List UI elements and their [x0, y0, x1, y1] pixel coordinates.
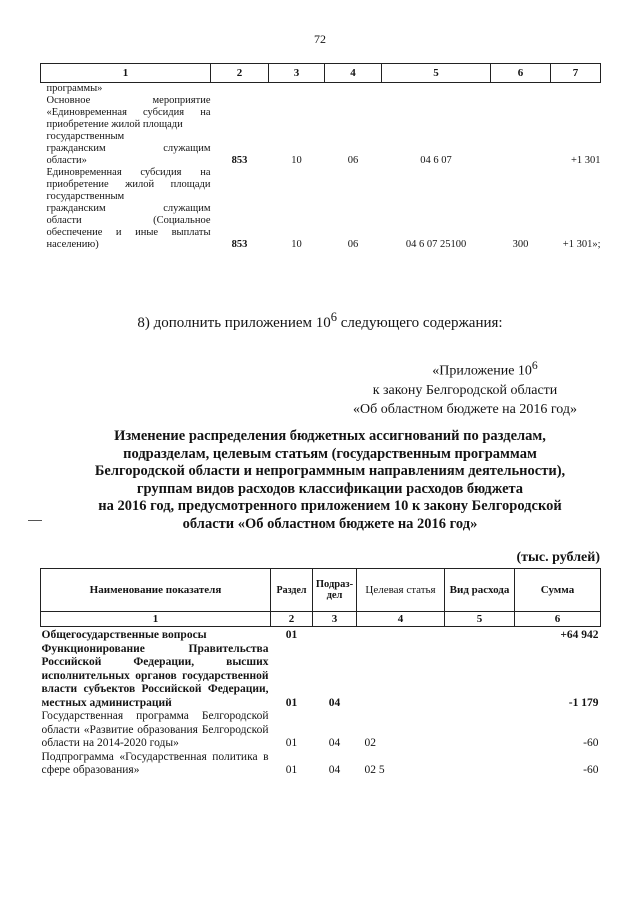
name-line: области»: [46, 155, 87, 166]
heading-line: Белгородской области и непрограммным направлениям деятельности),: [94, 463, 566, 479]
amendment-paragraph: [40, 310, 600, 332]
table-row: [41, 167, 601, 253]
header-cell: 6: [491, 64, 551, 83]
sum-cell: -1 179: [568, 696, 599, 709]
header-section: Раздел: [271, 569, 313, 612]
column-number: 3: [313, 612, 357, 627]
name-line: программы»: [46, 83, 103, 94]
continuation-table: [40, 63, 601, 253]
heading-line: подразделам, целевым статьям (государственным программам: [123, 445, 537, 462]
target-cell: 02 5: [364, 764, 385, 776]
row-name: Подпрограмма «Государственная политика в сфере образования»: [41, 750, 269, 776]
budget-table-header: [41, 569, 601, 612]
sum-cell: +64 942: [560, 629, 599, 641]
sum-cell: +1 301»;: [562, 239, 601, 250]
sum-cell: -60: [583, 737, 599, 749]
subsection-cell: 04: [328, 696, 341, 709]
section-cell: 01: [285, 629, 298, 641]
annex-title: «Приложение 10: [432, 363, 532, 379]
subsection-cell: 06: [347, 239, 359, 250]
subsection-cell: [313, 627, 357, 643]
subsection-cell: 06: [347, 155, 359, 166]
name-line: области (Социальное: [46, 215, 211, 226]
header-kind: Вид расхода: [445, 569, 515, 612]
section-cell: 01: [285, 737, 298, 749]
row-name: [41, 167, 211, 253]
kind-cell: [491, 83, 551, 168]
section-cell: 10: [291, 239, 302, 250]
kind-cell: [445, 751, 515, 778]
section-cell: 10: [291, 155, 302, 166]
target-cell: 04 6 07 25100: [405, 239, 467, 250]
document-heading: [60, 428, 600, 533]
target-cell: 04 6 07: [420, 155, 452, 166]
name-line: «Единовременная субсидия на: [46, 107, 211, 118]
budget-table: [40, 568, 601, 778]
page-number: 72: [314, 32, 326, 46]
column-number: 5: [445, 612, 515, 627]
code-cell: 853: [231, 155, 248, 166]
row-name: Общегосударственные вопросы: [41, 629, 207, 641]
name-line: гражданским служащим: [46, 203, 211, 214]
header-cell: 1: [41, 64, 211, 83]
table-row: [41, 83, 601, 168]
header-sum: Сумма: [515, 569, 601, 612]
header-subsection: Подраз-дел: [313, 569, 357, 612]
header-cell: 7: [551, 64, 601, 83]
annex-line: к закону Белгородской области: [372, 382, 558, 398]
units-label: (тыс. рублей): [516, 550, 600, 565]
sum-cell: +1 301: [570, 155, 601, 166]
header-name: Наименование показателя: [41, 569, 271, 612]
header-cell: 4: [325, 64, 382, 83]
sum-cell: -60: [583, 764, 599, 776]
code-cell: 853: [231, 239, 248, 250]
kind-cell: [445, 710, 515, 751]
heading-line: области «Об областном бюджете на 2016 год»: [182, 515, 478, 532]
column-number: 6: [515, 612, 601, 627]
name-line: приобретение жилой площади: [46, 179, 211, 190]
annex-line: «Об областном бюджете на 2016 год»: [353, 401, 577, 417]
kind-cell: 300: [512, 239, 529, 250]
name-line: государственным: [46, 191, 125, 202]
paragraph-superscript: 6: [330, 310, 337, 324]
row-name: Государственная программа Белгородской области «Развитие образования Белгородской области на 2014-2020 годы»: [41, 710, 269, 749]
table-row: [41, 627, 601, 643]
target-cell: [357, 627, 445, 643]
subsection-cell: 04: [328, 737, 341, 749]
column-number: 4: [357, 612, 445, 627]
name-line: государственным: [46, 131, 125, 142]
annex-caption: [330, 356, 600, 419]
section-cell: 01: [285, 696, 298, 709]
subsection-cell: 04: [328, 764, 341, 776]
name-line: Единовременная субсидия на: [46, 167, 211, 178]
header-cell: 5: [382, 64, 491, 83]
kind-cell: [445, 627, 515, 643]
paragraph-suffix: следующего содержания:: [337, 315, 503, 331]
kind-cell: [445, 643, 515, 711]
target-cell: 02: [364, 737, 376, 749]
header-cell: 3: [269, 64, 325, 83]
table-row: [41, 710, 601, 751]
heading-line: на 2016 год, предусмотренного приложением 10 к закону Белгородской: [98, 498, 562, 514]
row-name: Функционирование Правительства Российской Федерации, высших исполнительных органов государственной власти субъектов Российской Федерации, местных администраций: [41, 642, 269, 709]
row-name: [41, 83, 211, 168]
continuation-table-header: [41, 64, 601, 83]
name-line: обеспечение и иные выплаты: [46, 227, 211, 238]
heading-line: Изменение распределения бюджетных ассигнований по разделам,: [114, 428, 546, 444]
table-row: [41, 643, 601, 711]
paragraph-prefix: 8) дополнить приложением 10: [137, 315, 331, 331]
column-number: 1: [41, 612, 271, 627]
table-row: [41, 751, 601, 778]
budget-table-numbering: [41, 612, 601, 627]
target-cell: [357, 643, 445, 711]
name-line: приобретение жилой площади: [46, 119, 183, 130]
header-cell: 2: [211, 64, 269, 83]
section-cell: 01: [285, 764, 298, 776]
heading-line: группам видов расходов классификации расходов бюджета: [136, 480, 524, 497]
name-line: Основное мероприятие: [46, 95, 211, 106]
column-number: 2: [271, 612, 313, 627]
header-target: Целевая статья: [357, 569, 445, 612]
name-line: населению): [46, 239, 99, 250]
margin-mark: [28, 520, 42, 521]
annex-line: [330, 356, 600, 381]
annex-superscript: 6: [531, 359, 538, 372]
name-line: гражданским служащим: [46, 143, 211, 154]
